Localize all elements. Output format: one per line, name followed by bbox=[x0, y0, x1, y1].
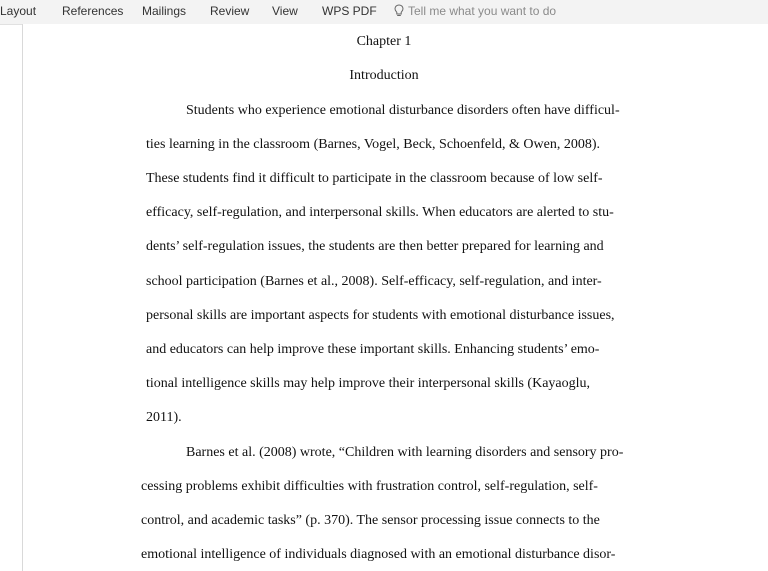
tab-layout[interactable]: Layout bbox=[0, 4, 37, 18]
chapter-heading: Chapter 1 bbox=[356, 34, 412, 49]
paragraph-line: tional intelligence skills may help improve their interpersonal skills (Kayaoglu, bbox=[146, 376, 591, 391]
tell-me-placeholder: Tell me what you want to do bbox=[408, 4, 557, 18]
paragraph-line: These students find it difficult to participate in the classroom because of low self- bbox=[146, 171, 603, 186]
paragraph-line: ties learning in the classroom (Barnes, Vogel, Beck, Schoenfeld, & Owen, 2008). bbox=[146, 137, 600, 152]
lightbulb-icon bbox=[394, 4, 404, 17]
paragraph-line: Students who experience emotional disturbance disorders often have difficul- bbox=[186, 103, 620, 118]
paragraph-line: cessing problems exhibit difficulties with frustration control, self-regulation, self- bbox=[141, 479, 598, 494]
paragraph-line: school participation (Barnes et al., 2008). Self-efficacy, self-regulation, and inter- bbox=[146, 274, 602, 289]
paragraph-line: Barnes et al. (2008) wrote, “Children with learning disorders and sensory pro- bbox=[186, 445, 624, 460]
section-heading: Introduction bbox=[349, 68, 419, 83]
tab-references[interactable]: References bbox=[62, 4, 124, 18]
ribbon-tab-bar bbox=[0, 0, 768, 25]
paragraph-line: and educators can help improve these important skills. Enhancing students’ emo- bbox=[146, 342, 600, 357]
paragraph-line: personal skills are important aspects for students with emotional disturbance issues, bbox=[146, 308, 615, 323]
tell-me-search[interactable] bbox=[394, 4, 556, 18]
paragraph-line: control, and academic tasks” (p. 370). The sensor processing issue connects to the bbox=[141, 513, 600, 528]
paragraph-line: efficacy, self-regulation, and interpersonal skills. When educators are alerted to stu- bbox=[146, 205, 614, 220]
tab-view[interactable]: View bbox=[272, 4, 298, 18]
tab-wps-pdf[interactable]: WPS PDF bbox=[322, 4, 377, 18]
paragraph-line: dents’ self-regulation issues, the students are then better prepared for learning and bbox=[146, 239, 604, 254]
paragraph-line: 2011). bbox=[146, 410, 182, 425]
paragraph-line: emotional intelligence of individuals diagnosed with an emotional disturbance disor- bbox=[141, 547, 616, 562]
tab-review[interactable]: Review bbox=[210, 4, 250, 18]
tab-mailings[interactable]: Mailings bbox=[142, 4, 187, 18]
